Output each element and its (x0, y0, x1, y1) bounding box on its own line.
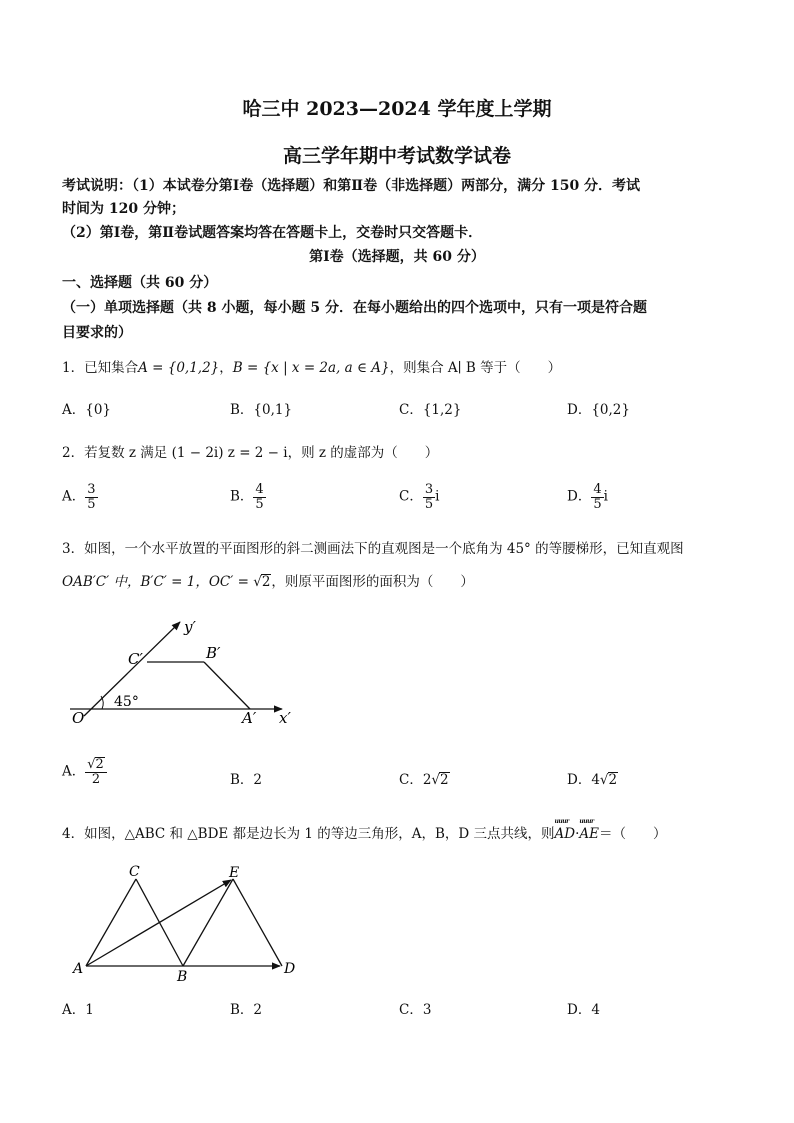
q2-option-b[interactable] (230, 483, 266, 511)
q1-post: ，则集合 A∣ B 等于（ ） (389, 360, 562, 376)
q1-set-a: A = {0,1,2} (138, 360, 220, 376)
exam-title-line1: 哈三中 2023—2024 学年度上学期 (242, 98, 552, 120)
point-b-label: B′ (206, 644, 221, 662)
q1-sep: ， (219, 360, 233, 376)
segment-ed (233, 879, 282, 966)
q1-option-d[interactable]: D．{0,2} (567, 402, 630, 418)
point-a-label: A′ (242, 709, 257, 727)
segment-be (183, 879, 233, 966)
subsection-line2: 目要求的） (62, 325, 132, 341)
question-3-line2: OAB′C′ 中，B′C′ = 1，OC′ = √2，则原平面图形的面积为（ ） (62, 574, 474, 590)
point-c-label: C′ (128, 650, 143, 668)
q4-option-a[interactable]: A．1 (62, 1002, 94, 1018)
q3-d-label: D．4 (567, 772, 600, 788)
exam-title-line2: 高三学年期中考试数学试卷 (282, 145, 511, 167)
y-axis-label: y′ (184, 618, 196, 636)
q2-option-d[interactable] (567, 483, 608, 511)
q2-c-fraction: $\frac{3}{5}$ (424, 482, 434, 512)
instructions-line1: 考试说明：（1）本试卷分第Ⅰ卷（选择题）和第Ⅱ卷（非选择题）两部分，满分 150 分．考试 (62, 178, 641, 194)
section-heading: 一、选择题（共 60 分） (62, 275, 218, 291)
q2-d-fraction: $\frac{4}{5}$ (593, 482, 602, 512)
q2-option-c[interactable] (399, 483, 439, 511)
point-o-label: O (72, 709, 85, 727)
q2-d-label: D． (567, 488, 592, 505)
q1-option-a[interactable]: A．{0} (62, 402, 112, 418)
q3-c-radicand: 2 (440, 772, 449, 788)
instructions-line2: 时间为 120 分钟； (62, 201, 185, 217)
q3-option-b[interactable]: B．2 (230, 772, 263, 788)
q4-vector-ae: uuur AE (579, 826, 599, 842)
q4-option-b[interactable]: B．2 (230, 1002, 263, 1018)
question-3-line1: 3．如图，一个水平放置的平面图形的斜二测画法下的直观图是一个底角为 45° 的等腰梯形，已知直观图 (62, 541, 684, 557)
right-leg-line (204, 662, 250, 709)
q2-b-fraction: $\frac{4}{5}$ (255, 482, 264, 512)
q1-set-b: B = {x | x = 2a, a ∈ A} (232, 360, 390, 376)
q1-option-b[interactable]: B．{0,1} (230, 402, 293, 418)
q3-a-label: A． (62, 763, 86, 780)
question-1-stem (62, 356, 561, 376)
segment-ac (86, 879, 136, 966)
q2-b-label: B． (230, 488, 254, 505)
q4-stem-pre: 4．如图，△ABC 和 △BDE 都是边长为 1 的等边三角形，A，B，D 三点共线，则 (62, 826, 555, 842)
point-d-label: D (284, 961, 296, 977)
point-a-label: A (73, 961, 84, 977)
q2-option-a[interactable] (62, 483, 98, 511)
q4-dot: · (575, 826, 580, 842)
q3-option-c[interactable]: C．2√2 (399, 772, 449, 788)
q3-line2-post: ，则原平面图形的面积为（ ） (271, 574, 474, 590)
q2-a-fraction: $\frac{3}{5}$ (87, 482, 96, 512)
q1-pre: 1．已知集合 (62, 360, 139, 376)
q3-d-radicand: 2 (608, 772, 618, 788)
q3-line2-radicand: 2 (261, 574, 271, 590)
q4-triangles-figure (70, 862, 310, 984)
point-c-label: C (129, 864, 140, 880)
q4-vector-ad: uuur AD (555, 826, 576, 842)
x-axis-label: x′ (279, 709, 291, 727)
q4-option-d[interactable]: D．4 (567, 1002, 600, 1018)
vector-ae-arrow (86, 880, 231, 966)
angle-label: 45° (114, 694, 139, 710)
q2-c-suffix: i (435, 488, 440, 505)
question-4-stem (62, 822, 667, 842)
q2-a-label: A． (62, 488, 86, 505)
q2-d-suffix: i (603, 488, 608, 505)
q3-trapezoid-figure (70, 612, 300, 732)
q3-line2-pre: OAB′C′ 中，B′C′ = 1，OC′ = (62, 574, 254, 590)
q2-c-label: C． (399, 488, 423, 505)
point-b-label: B (177, 969, 188, 984)
q1-option-c[interactable]: C．{1,2} (399, 402, 462, 418)
q3-c-label: C．2 (399, 772, 432, 788)
subsection-line1: （一）单项选择题（共 8 小题，每小题 5 分．在每小题给出的四个选项中，只有一项是符合题 (62, 300, 647, 316)
question-2-stem: 2．若复数 z 满足 (1 − 2i) z = 2 − i，则 z 的虚部为（ ） (62, 445, 439, 461)
q3-option-a[interactable] (62, 757, 107, 787)
instructions-line3: （2）第Ⅰ卷，第Ⅱ卷试题答案均答在答题卡上，交卷时只交答题卡． (62, 225, 483, 241)
q3-a-fraction: $\frac{√2}{2}$ (85, 757, 107, 787)
q3-option-d[interactable]: D．4√2 (567, 772, 618, 788)
point-e-label: E (229, 865, 240, 881)
q4-option-c[interactable]: C．3 (399, 1002, 432, 1018)
q4-stem-post: ＝（ ） (599, 826, 667, 842)
part-title: 第Ⅰ卷（选择题，共 60 分） (309, 249, 485, 265)
